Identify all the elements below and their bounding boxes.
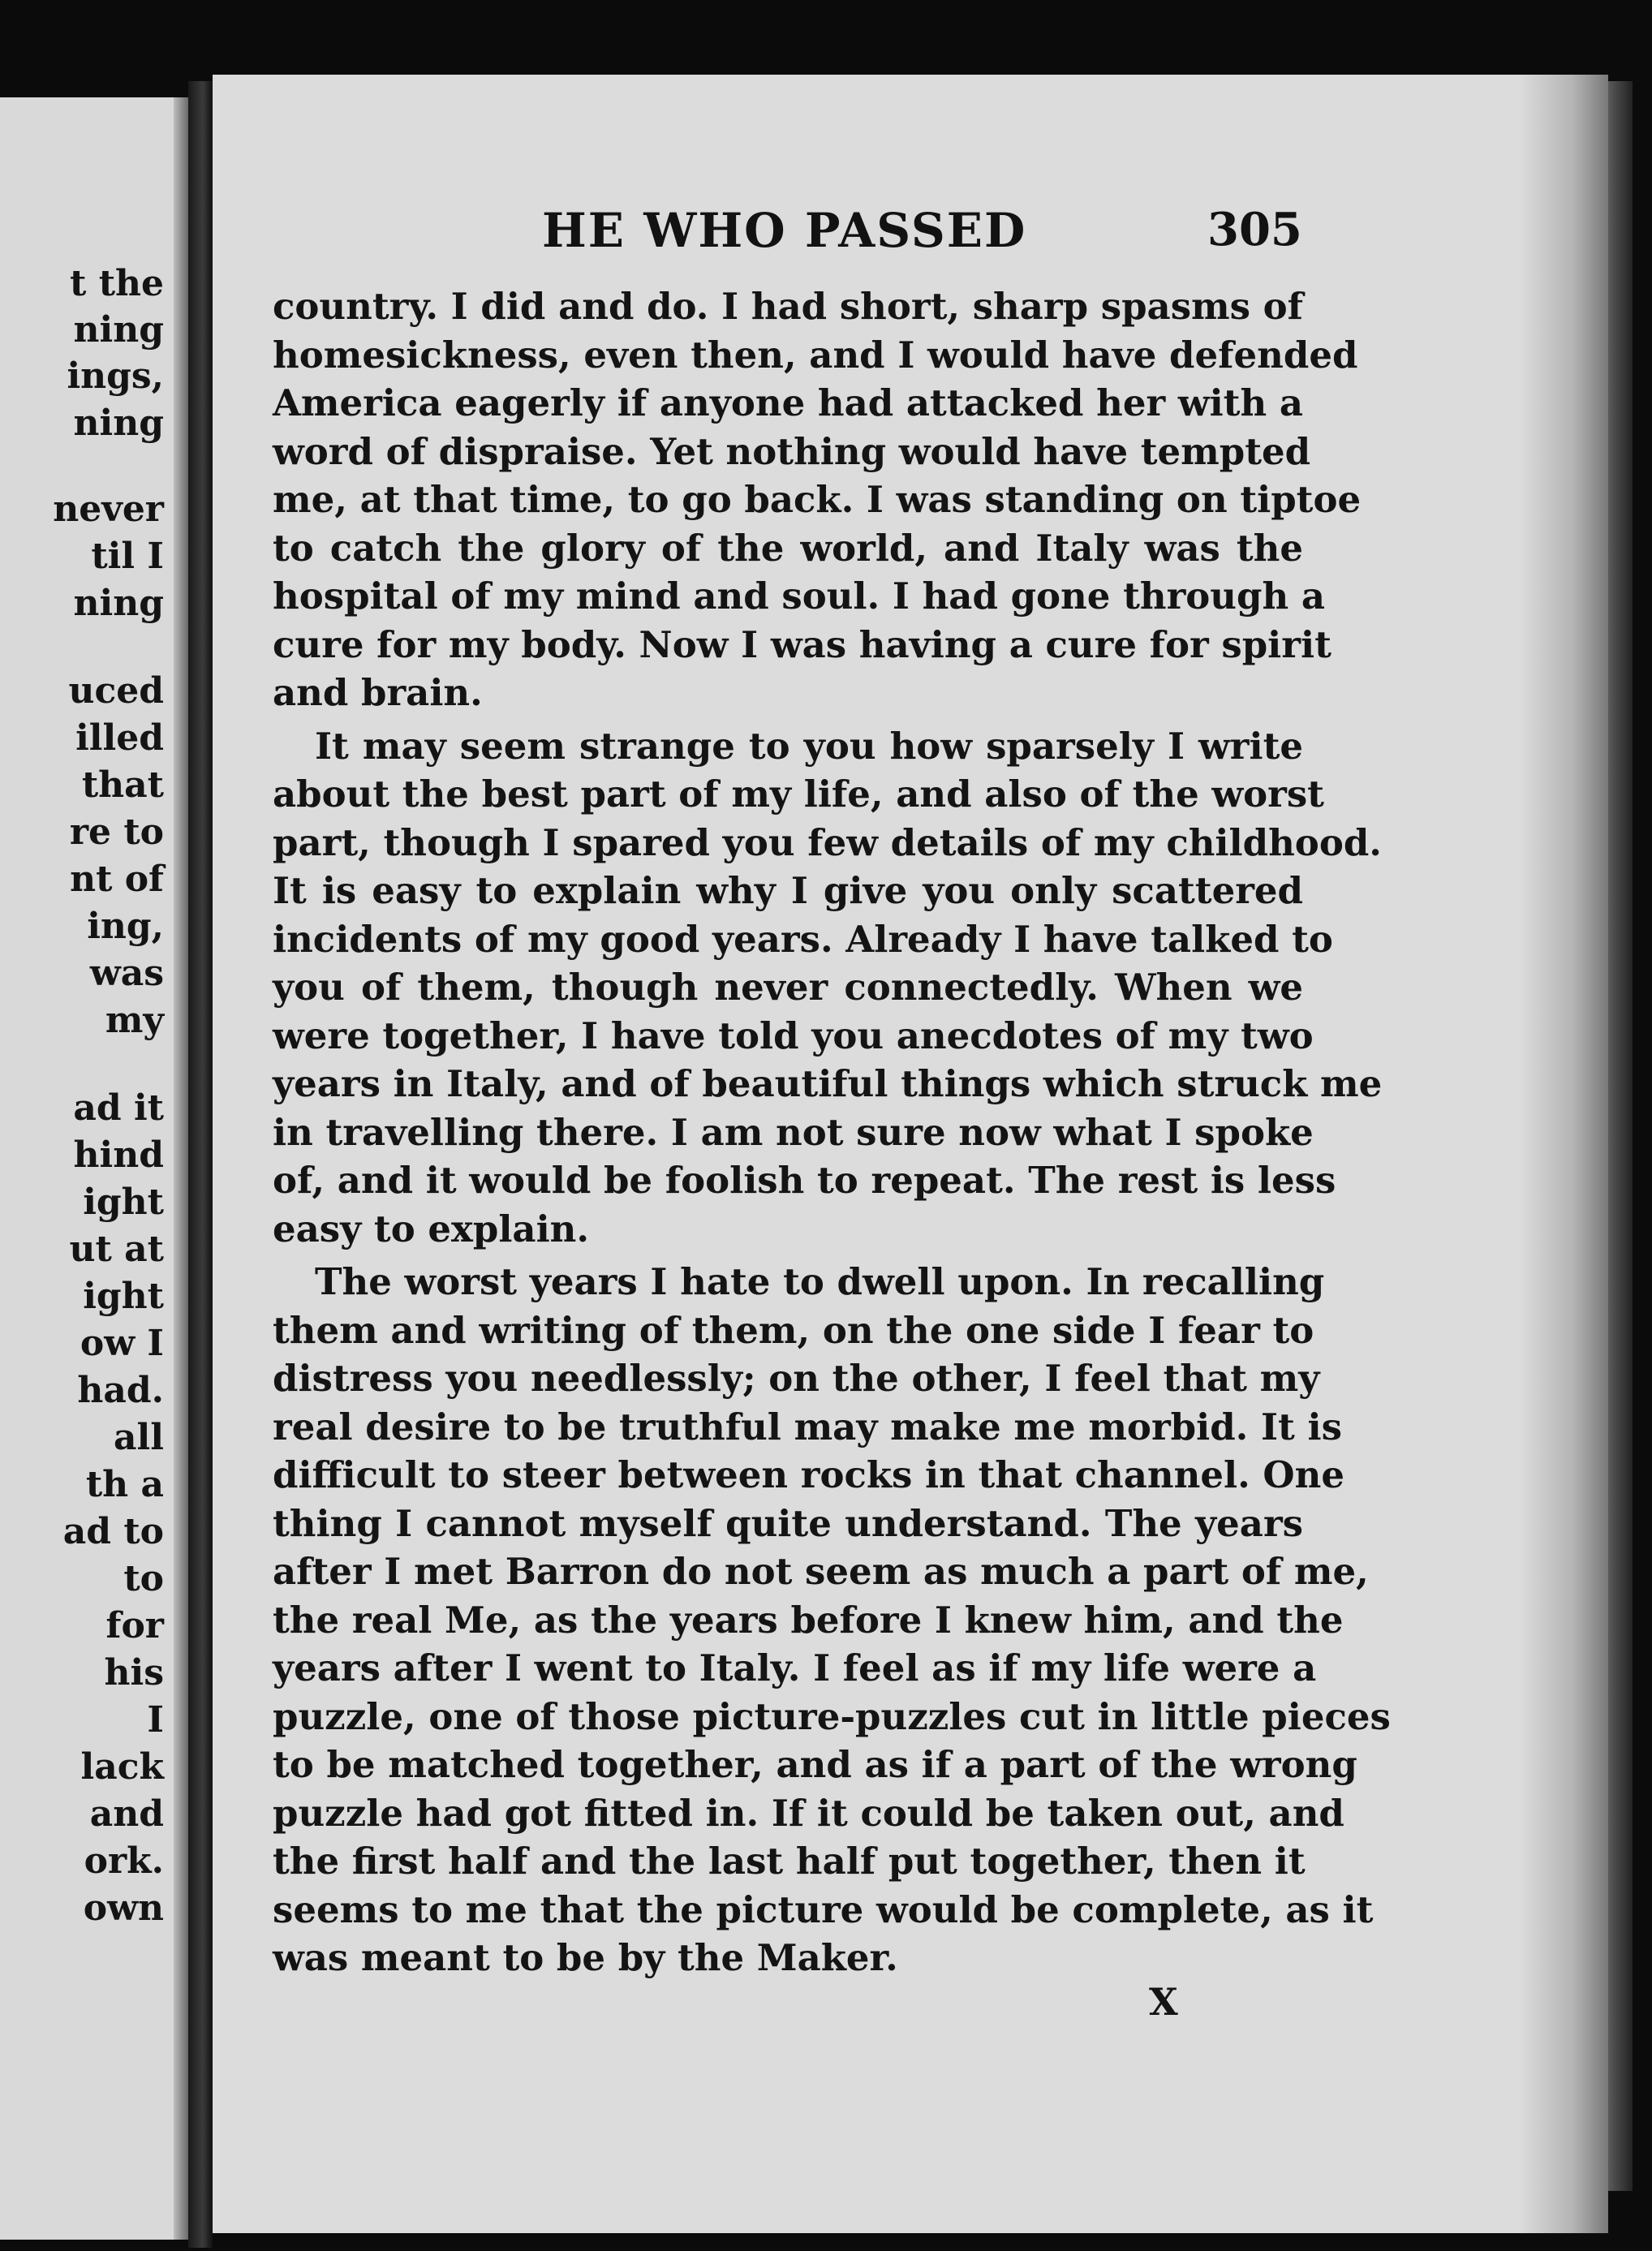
text-line: to be matched together, and as if a part of the wrong (273, 1743, 1357, 1786)
left-page-line: my (105, 1000, 164, 1041)
left-page-line: to (123, 1558, 164, 1599)
page-header (0, 203, 1652, 260)
left-page-line: uced (68, 670, 164, 712)
book-gutter (188, 81, 213, 2248)
left-page-line: ork. (84, 1840, 164, 1882)
left-page-line: I (147, 1699, 164, 1741)
text-line: difficult to steer between rocks in that channel. One (273, 1453, 1344, 1496)
text-line: years in Italy, and of beautiful things which struck me (273, 1062, 1383, 1105)
left-page-line: lack (80, 1746, 164, 1788)
text-line: seems to me that the picture would be complete, as it (273, 1887, 1374, 1931)
paragraph (273, 722, 1383, 1254)
text-line: homesickness, even then, and I would have defended (273, 333, 1358, 377)
left-facing-page (0, 97, 188, 2240)
text-line: easy to explain. (273, 1207, 590, 1250)
left-page-line: ight (83, 1276, 164, 1317)
text-line: after I met Barron do not seem as much a part of me, (273, 1550, 1369, 1593)
text-line: the real Me, as the years before I knew him, and the (273, 1598, 1344, 1642)
left-page-line: hind (73, 1134, 164, 1176)
text-line: you of them, though never connectedly. When we (273, 966, 1303, 1009)
left-page-line: til I (91, 536, 164, 577)
left-page-line: ad it (73, 1087, 164, 1129)
text-line: was meant to be by the Maker. (273, 1936, 898, 1979)
text-line: about the best part of my life, and also of the worst (273, 773, 1324, 816)
text-line: in travelling there. I am not sure now what I spoke (273, 1110, 1314, 1154)
text-line: them and writing of them, on the one side I fear to (273, 1308, 1314, 1352)
text-line: word of dispraise. Yet nothing would have tempted (273, 429, 1311, 473)
text-line: real desire to be truthful may make me morbid. It is (273, 1405, 1342, 1448)
left-page-line: had. (77, 1370, 164, 1411)
left-page-line: ings, (67, 355, 164, 397)
text-line: of, and it would be foolish to repeat. The rest is less (273, 1159, 1336, 1202)
left-page-line: ight (83, 1181, 164, 1223)
text-line: incidents of my good years. Already I have talked to (273, 917, 1333, 961)
left-page-line: ning (73, 402, 164, 444)
left-page-line: own (83, 1887, 164, 1929)
left-page-gutter-shadow (174, 97, 188, 2240)
left-page-line: all (114, 1417, 164, 1458)
left-page-line: ad to (62, 1511, 164, 1552)
left-page-line: was (89, 953, 164, 994)
page-number: 305 (1207, 203, 1302, 256)
text-line: years after I went to Italy. I feel as if my life were a (273, 1646, 1317, 1689)
left-page-line: ow I (80, 1323, 164, 1364)
text-line: America eagerly if anyone had attacked her with a (273, 381, 1303, 424)
book-cover-edge (1608, 81, 1633, 2191)
text-line: the first half and the last half put together, then it (273, 1840, 1306, 1883)
text-line: part, though I spared you few details of my childhood. (273, 820, 1382, 864)
text-line: distress you needlessly; on the other, I feel that my (273, 1357, 1320, 1400)
left-page-line: ning (73, 583, 164, 624)
text-line: puzzle, one of those picture-puzzles cut in little pieces (273, 1694, 1391, 1738)
text-line: hospital of my mind and soul. I had gone through a (273, 575, 1326, 618)
text-line: It is easy to explain why I give you only scattered (273, 869, 1303, 912)
running-title: HE WHO PASSED (542, 203, 1027, 258)
left-page-line: nt of (70, 859, 164, 900)
text-line: puzzle had got fitted in. If it could be taken out, and (273, 1791, 1344, 1835)
body-text (273, 282, 1391, 1982)
left-page-line: and (89, 1793, 164, 1835)
left-page-line: ing, (87, 906, 164, 947)
left-page-line: never (53, 489, 164, 530)
left-page-line: for (105, 1605, 164, 1646)
section-mark: X (1149, 1980, 1178, 2024)
text-line: country. I did and do. I had short, sharp spasms of (273, 285, 1304, 328)
left-page-line: that (81, 764, 164, 806)
left-page-line: th a (85, 1464, 164, 1505)
text-line: thing I cannot myself quite understand. The years (273, 1501, 1303, 1545)
left-page-line: his (104, 1652, 164, 1694)
left-page-line: illed (75, 717, 164, 759)
text-line: and brain. (273, 671, 483, 714)
paragraph (273, 282, 1362, 717)
text-line: to catch the glory of the world, and Italy was the (273, 526, 1303, 570)
text-line: The worst years I hate to dwell upon. In recalling (315, 1260, 1325, 1303)
text-line: cure for my body. Now I was having a cure for spirit (273, 622, 1331, 666)
paragraph (273, 1258, 1391, 1982)
left-page-line: re to (69, 811, 164, 853)
text-line: were together, I have told you anecdotes of my two (273, 1014, 1314, 1057)
left-page-line: t the (70, 263, 164, 304)
text-line: me, at that time, to go back. I was standing on tiptoe (273, 478, 1362, 521)
text-line: It may seem strange to you how sparsely I write (315, 724, 1303, 768)
left-page-line: ut at (69, 1229, 164, 1270)
left-page-line: ning (73, 309, 164, 351)
page-edge-shadow (1519, 75, 1608, 2233)
